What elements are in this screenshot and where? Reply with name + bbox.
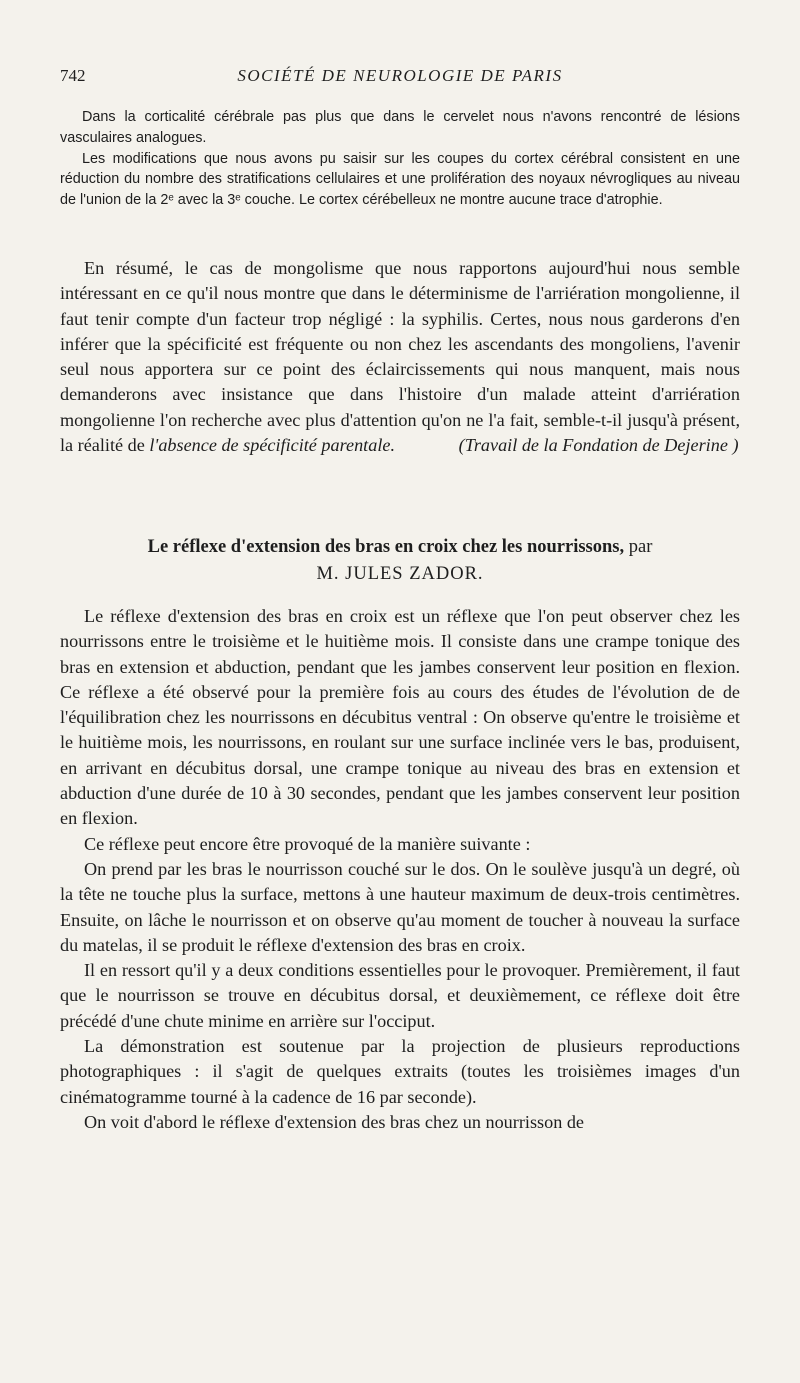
small-paragraph: Dans la corticalité cérébrale pas plus que dans le cervelet nous n'avons rencontré de lésions vasculaires analogues. [60,109,740,146]
body-paragraph: On voit d'abord le réflexe d'extension des bras chez un nourrisson de [84,1111,584,1132]
summary-paragraph [60,256,740,458]
summary-text: En résumé, le cas de mongolisme que nous rapportons aujourd'hui nous semble intéressant en ce qu'il nous montre que dans le déterminisme de l'arriération mongolienne, il faut tenir compte d'un facteur trop négligé : la syphilis. Certes, nous nous garderons d'en inférer que la spécificité est fréquente ou non chez les ascendants des mongoliens, l'avenir seul nous apportera sur ce point des éclaircissements qui nous manquent, mais nous demanderons avec insistance que dans l'histoire d'un malade atteint d'arriération mongolienne l'on recherche avec plus d'attention qu'on ne l'a fait, semble-t-il jusqu'à présent, la réalité de [60,258,740,456]
article-title: Le réflexe d'extension des bras en croix chez les nourrissons, [147,537,625,557]
article-by: par [624,537,653,557]
credit-line: (Travail de la Fondation de Dejerine ) [458,435,739,456]
small-paragraph: Les modifications que nous avons pu saisir sur les coupes du cortex cérébral consistent en une réduction du nombre des stratifications cellulaires et une prolifération des noyaux névrogliques au niveau de l'union de la 2ᵉ avec la 3ᵉ couche. Le cortex cérébelleux ne montre aucune trace d'atrophie. [60,150,740,209]
body-paragraph: Le réflexe d'extension des bras en croix est un réflexe que l'on peut observer chez les nourrissons entre le troisième et le huitième mois. Il consiste dans une crampe tonique des bras en extension et abduction, pendant que les jambes conservent leur position en flexion. Ce réflexe a été observé pour la première fois au cours des études de l'évolution de de l'équilibration chez les nourrissons en décubitus ventral : On observe qu'entre le troisième et le huitième mois, les nourrissons, en roulant sur une surface inclinée vers le bas, produisent, en arrivant en décubitus dorsal, une crampe tonique au niveau des bras en extension et abduction d'une durée de 10 à 30 secondes, pendant que les jambes conservent leur position en flexion. [60,606,740,829]
body-paragraph: On prend par les bras le nourrisson couché sur le dos. On le soulève jusqu'à un degré, où la tête ne touche plus la surface, mettons à une hauteur maximum de deux-trois centimètres. Ensuite, on lâche le nourrisson et on observe qu'au moment de toucher à nouveau la surface du matelas, il se produit le réflexe d'extension des bras en croix. [60,858,740,955]
body-paragraph: Il en ressort qu'il y a deux conditions essentielles pour le provoquer. Premièrement, il faut que le nourrisson se trouve en décubitus dorsal, et deuxièmement, ce réflexe doit être précédé d'une chute minime en arrière sur l'occiput. [60,960,740,1031]
article-author: M. JULES ZADOR. [316,564,484,584]
article-body [60,604,740,1135]
summary-section [60,256,740,458]
running-title: SOCIÉTÉ DE NEUROLOGIE DE PARIS [237,66,563,85]
article-heading [60,534,740,588]
page-header [60,66,740,90]
body-paragraph: Ce réflexe peut encore être provoqué de la manière suivante : [84,833,531,854]
small-print-section [60,107,740,211]
body-paragraph: La démonstration est soutenue par la projection de plusieurs reproductions photographiques : il s'agit de quelques extraits (toutes les troisièmes images d'un cinématogramme tourné à la cadence de 16 par seconde). [60,1036,740,1107]
summary-emphasis: l'absence de spécificité parentale. [149,435,396,456]
page-number: 742 [60,66,86,85]
